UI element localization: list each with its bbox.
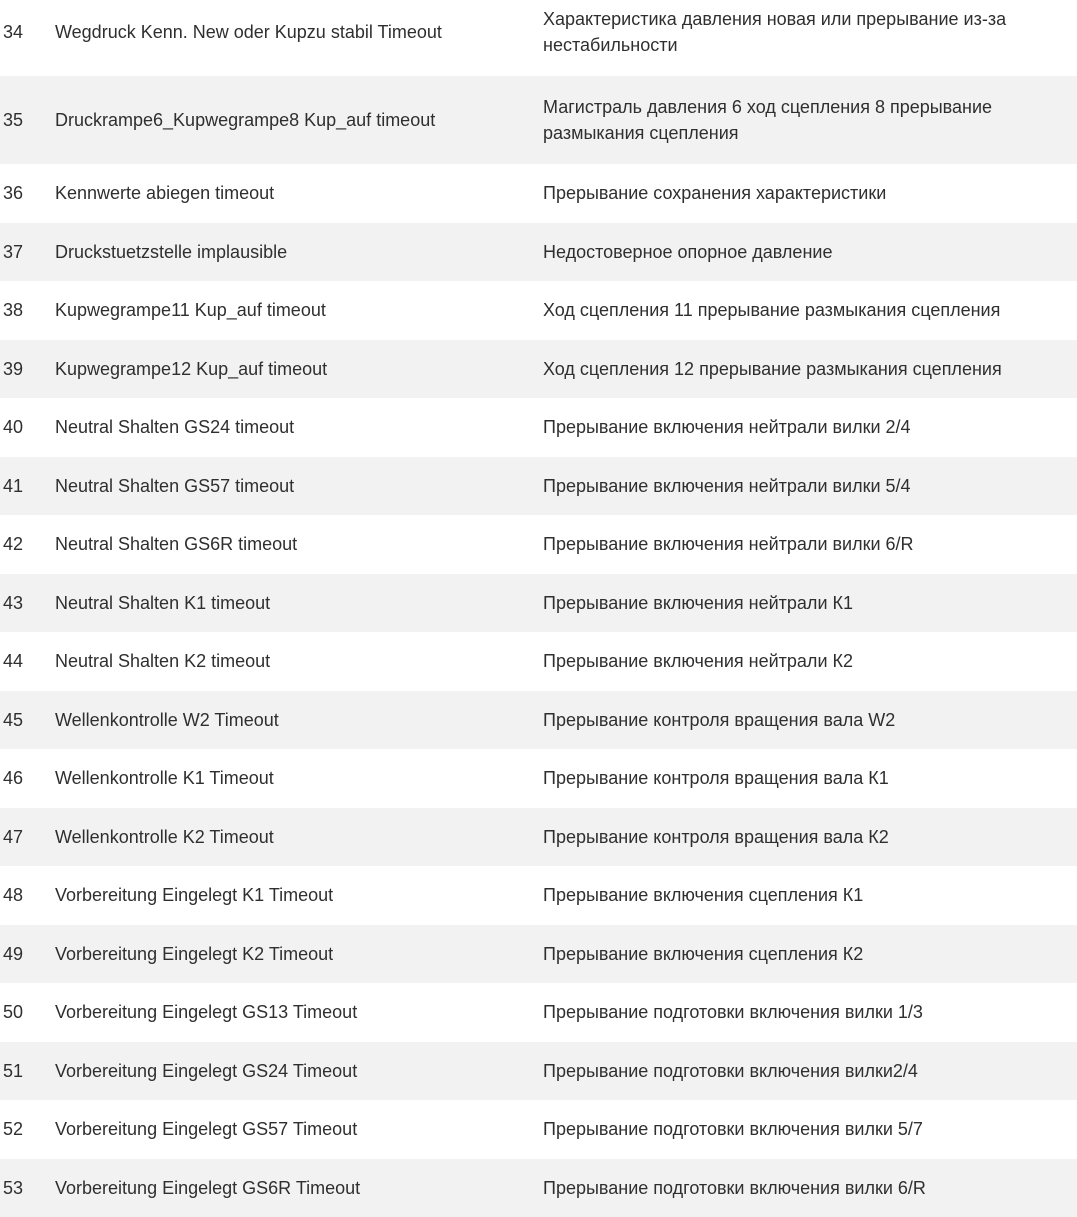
row-number: 49 [0, 941, 55, 967]
row-german-text: Vorbereitung Eingelegt K1 Timeout [55, 882, 543, 908]
row-german-text: Neutral Shalten K2 timeout [55, 648, 543, 674]
table-row [0, 457, 1077, 516]
row-number: 39 [0, 356, 55, 382]
row-number: 48 [0, 882, 55, 908]
row-russian-text: Прерывание контроля вращения вала К2 [543, 824, 1077, 850]
table-row [0, 749, 1077, 808]
table-row [0, 574, 1077, 633]
row-number: 53 [0, 1175, 55, 1201]
row-russian-text: Прерывание подготовки включения вилки 6/R [543, 1175, 1077, 1201]
row-russian-text: Прерывание включения сцепления К1 [543, 882, 1077, 908]
row-german-text: Vorbereitung Eingelegt GS57 Timeout [55, 1116, 543, 1142]
row-number: 47 [0, 824, 55, 850]
row-number: 35 [0, 107, 55, 133]
row-number: 51 [0, 1058, 55, 1084]
row-german-text: Neutral Shalten GS57 timeout [55, 473, 543, 499]
row-russian-text: Прерывание подготовки включения вилки2/4 [543, 1058, 1077, 1084]
row-russian-text: Характеристика давления новая или прерывание из-за нестабильности [543, 6, 1077, 58]
table-row [0, 1159, 1077, 1217]
table-row [0, 983, 1077, 1042]
row-number: 37 [0, 239, 55, 265]
row-russian-text: Прерывание включения нейтрали вилки 2/4 [543, 414, 1077, 440]
table-row [0, 925, 1077, 984]
row-german-text: Vorbereitung Eingelegt GS6R Timeout [55, 1175, 543, 1201]
table-row [0, 164, 1077, 223]
row-german-text: Vorbereitung Eingelegt K2 Timeout [55, 941, 543, 967]
row-number: 41 [0, 473, 55, 499]
row-russian-text: Прерывание сохранения характеристики [543, 180, 1077, 206]
table-row [0, 76, 1077, 164]
table-row [0, 632, 1077, 691]
table-row [0, 223, 1077, 282]
row-number: 42 [0, 531, 55, 557]
row-russian-text: Прерывание подготовки включения вилки 5/7 [543, 1116, 1077, 1142]
row-number: 36 [0, 180, 55, 206]
row-number: 40 [0, 414, 55, 440]
table-row [0, 866, 1077, 925]
table-row [0, 398, 1077, 457]
row-russian-text: Прерывание включения нейтрали вилки 5/4 [543, 473, 1077, 499]
row-russian-text: Магистраль давления 6 ход сцепления 8 прерывание размыкания сцепления [543, 94, 1077, 146]
row-russian-text: Прерывание включения нейтрали К2 [543, 648, 1077, 674]
table-row [0, 808, 1077, 867]
table-row [0, 1042, 1077, 1101]
row-russian-text: Прерывание включения нейтрали К1 [543, 590, 1077, 616]
row-german-text: Druckrampe6_Kupwegrampe8 Kup_auf timeout [55, 107, 543, 133]
table-row [0, 340, 1077, 399]
row-russian-text: Ход сцепления 12 прерывание размыкания сцепления [543, 356, 1077, 382]
row-russian-text: Прерывание контроля вращения вала W2 [543, 707, 1077, 733]
row-russian-text: Недостоверное опорное давление [543, 239, 1077, 265]
row-russian-text: Прерывание подготовки включения вилки 1/3 [543, 999, 1077, 1025]
row-number: 52 [0, 1116, 55, 1142]
row-number: 38 [0, 297, 55, 323]
row-german-text: Kennwerte abiegen timeout [55, 180, 543, 206]
row-german-text: Kupwegrampe11 Kup_auf timeout [55, 297, 543, 323]
table-row [0, 281, 1077, 340]
row-russian-text: Прерывание контроля вращения вала К1 [543, 765, 1077, 791]
row-number: 43 [0, 590, 55, 616]
row-german-text: Neutral Shalten GS24 timeout [55, 414, 543, 440]
row-number: 45 [0, 707, 55, 733]
row-russian-text: Ход сцепления 11 прерывание размыкания сцепления [543, 297, 1077, 323]
row-russian-text: Прерывание включения сцепления К2 [543, 941, 1077, 967]
row-german-text: Vorbereitung Eingelegt GS24 Timeout [55, 1058, 543, 1084]
table-row [0, 1100, 1077, 1159]
table-row [0, 0, 1077, 76]
row-german-text: Wellenkontrolle K1 Timeout [55, 765, 543, 791]
row-german-text: Neutral Shalten K1 timeout [55, 590, 543, 616]
row-number: 34 [0, 19, 55, 45]
row-german-text: Kupwegrampe12 Kup_auf timeout [55, 356, 543, 382]
row-number: 46 [0, 765, 55, 791]
row-german-text: Druckstuetzstelle implausible [55, 239, 543, 265]
row-number: 44 [0, 648, 55, 674]
row-german-text: Wellenkontrolle K2 Timeout [55, 824, 543, 850]
row-german-text: Vorbereitung Eingelegt GS13 Timeout [55, 999, 543, 1025]
table-row [0, 691, 1077, 750]
row-german-text: Wellenkontrolle W2 Timeout [55, 707, 543, 733]
row-number: 50 [0, 999, 55, 1025]
table-row [0, 515, 1077, 574]
row-german-text: Neutral Shalten GS6R timeout [55, 531, 543, 557]
row-german-text: Wegdruck Kenn. New oder Kupzu stabil Timeout [55, 19, 543, 45]
row-russian-text: Прерывание включения нейтрали вилки 6/R [543, 531, 1077, 557]
